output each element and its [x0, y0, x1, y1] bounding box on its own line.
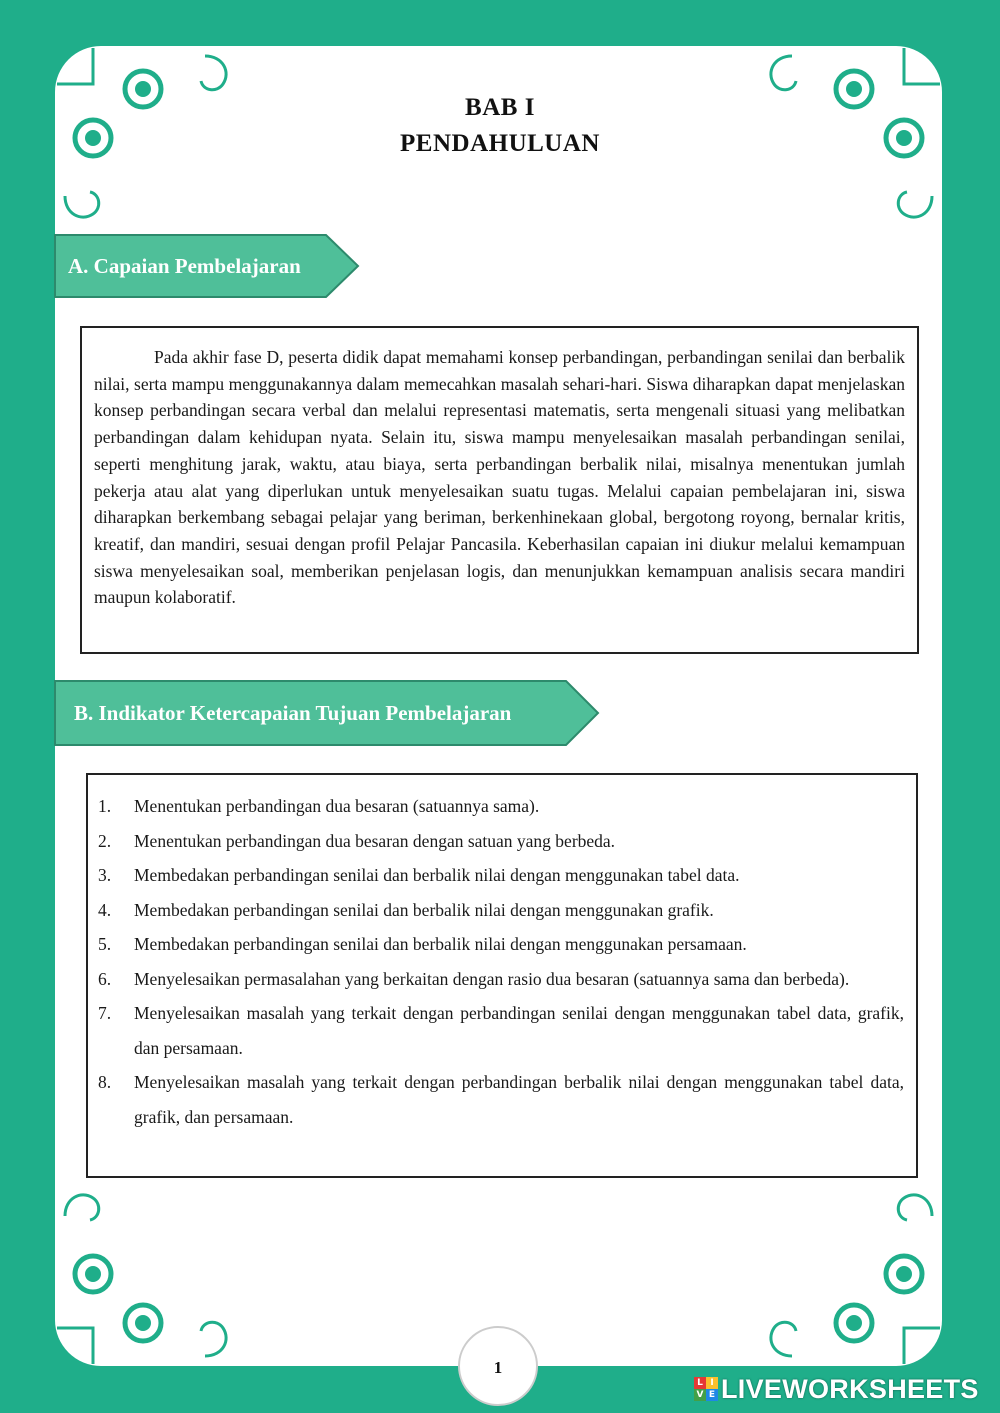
- learning-outcome-box: [80, 326, 919, 654]
- list-item-text: Membedakan perbandingan senilai dan berbalik nilai dengan menggunakan grafik.: [134, 899, 714, 920]
- chapter-name: PENDAHULUAN: [400, 130, 600, 157]
- watermark-text: LIVEWORKSHEETS: [721, 1373, 979, 1404]
- list-item: [98, 858, 904, 893]
- list-item-number: 2.: [98, 830, 112, 851]
- logo-letter: V: [694, 1389, 706, 1401]
- list-item: [98, 824, 904, 859]
- list-item-number: 7.: [98, 1003, 112, 1023]
- list-item-number: 8.: [98, 1072, 112, 1092]
- corner-ornament-bottom-left: [55, 1176, 245, 1366]
- list-item-text: Membedakan perbandingan senilai dan berbalik nilai dengan menggunakan persamaan.: [134, 934, 747, 954]
- list-item: [98, 1065, 904, 1134]
- list-item-number: 5.: [98, 934, 112, 954]
- list-item-text: Menyelesaikan masalah yang terkait dengan perbandingan berbalik nilai dengan menggunakan tabel data, grafik, dan persamaan.: [134, 1072, 904, 1127]
- corner-ornament-bottom-right: [752, 1176, 942, 1366]
- section-b-heading: B. Indikator Ketercapaian Tujuan Pembelajaran: [74, 701, 512, 725]
- page-number: 1: [458, 1326, 538, 1406]
- list-item-number: 4.: [98, 899, 112, 920]
- indicator-list: [98, 789, 904, 1134]
- section-b-banner: [54, 680, 600, 744]
- list-item: [98, 962, 904, 997]
- list-item-text: Menentukan perbandingan dua besaran dengan satuan yang berbeda.: [134, 830, 616, 851]
- list-item: [98, 927, 904, 962]
- logo-letter: I: [706, 1377, 718, 1389]
- liveworksheets-watermark: [694, 1372, 979, 1406]
- learning-outcome-paragraph: Pada akhir fase D, peserta didik dapat memahami konsep perbandingan, perbandingan senilai dan berbalik nilai, serta mampu menggunakannya dalam memecahkan masalah sehari-hari. Siswa diharapkan dapat menjelaskan konsep perbandingan secara verbal dan melalui representasi matematis, serta mengenali situasi yang melibatkan perbandingan dalam kehidupan nyata. Selain itu, siswa mampu menyelesaikan masalah perbandingan senilai, seperti menghitung jarak, waktu, atau biaya, serta perbandingan berbalik nilai, misalnya menentukan jumlah pekerja atau alat yang diperlukan untuk menyelesaikan suatu tugas. Melalui capaian pembelajaran ini, siswa diharapkan berkembang sebagai pelajar yang beriman, berkenhinekaan global, bergotong royong, bernalar kritis, kreatif, dan mandiri, sesuai dengan profil Pelajar Pancasila. Keberhasilan capaian ini diukur melalui kemampuan siswa menyelesaikan soal, memberikan penjelasan logis, dan menunjukkan kemampuan analisis secara mandiri maupun kolaboratif.: [94, 347, 905, 608]
- section-a-heading: A. Capaian Pembelajaran: [68, 254, 301, 278]
- list-item: [98, 789, 904, 824]
- list-item-text: Menentukan perbandingan dua besaran (satuannya sama).: [134, 796, 540, 816]
- chapter-number: BAB I: [465, 94, 535, 121]
- list-item: [98, 996, 904, 1065]
- logo-letter: L: [694, 1377, 706, 1389]
- list-item-number: 3.: [98, 865, 112, 885]
- logo-letter: E: [706, 1389, 718, 1401]
- list-item-number: 6.: [98, 968, 112, 989]
- liveworksheets-logo-icon: [694, 1377, 718, 1401]
- list-item: [98, 893, 904, 928]
- list-item-text: Membedakan perbandingan senilai dan berbalik nilai dengan menggunakan tabel data.: [134, 865, 740, 885]
- section-a-banner: [54, 234, 360, 298]
- chapter-title: [0, 90, 1000, 162]
- indicator-box: [86, 773, 918, 1178]
- list-item-text: Menyelesaikan masalah yang terkait dengan perbandingan senilai dengan menggunakan tabel data, grafik, dan persamaan.: [134, 1003, 904, 1058]
- list-item-number: 1.: [98, 796, 112, 816]
- list-item-text: Menyelesaikan permasalahan yang berkaitan dengan rasio dua besaran (satuannya sama dan berbeda).: [134, 968, 850, 989]
